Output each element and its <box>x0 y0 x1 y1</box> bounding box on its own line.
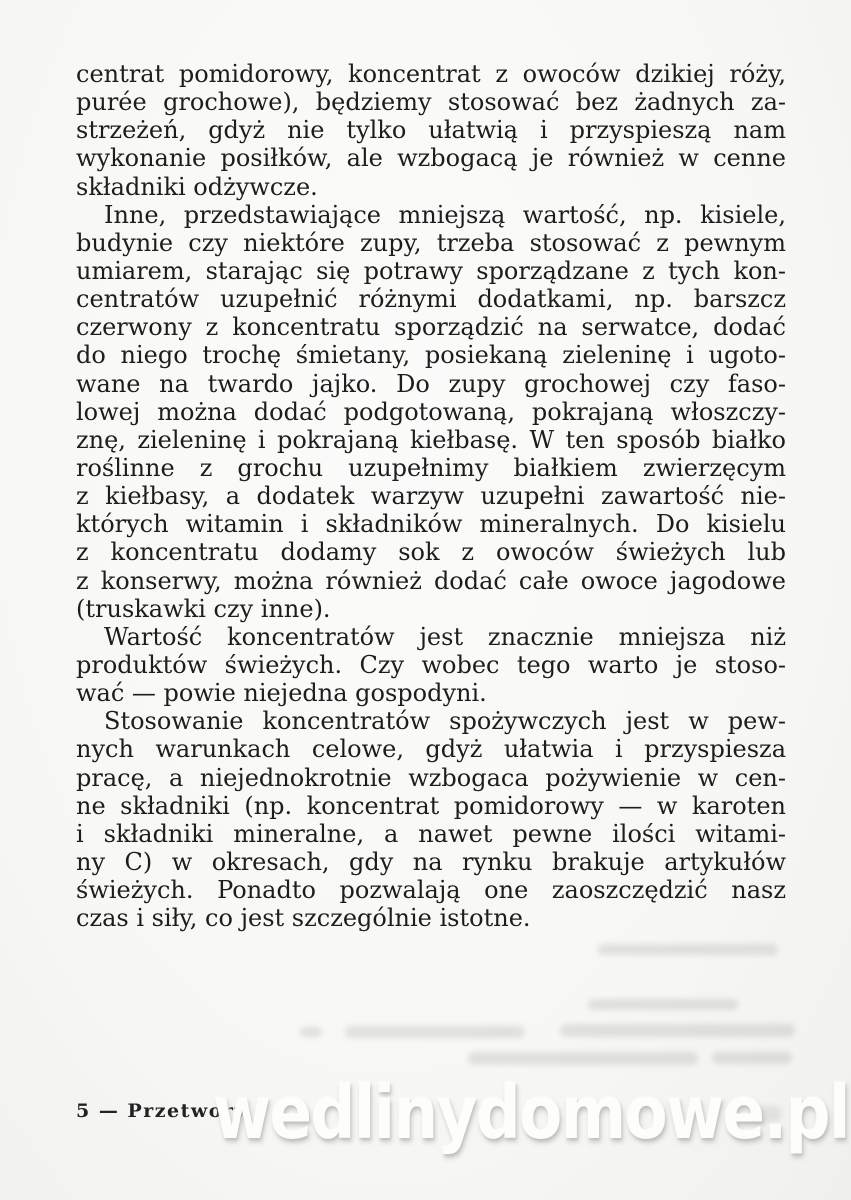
page-text <box>76 60 786 932</box>
bleedthrough-smudge <box>300 1027 322 1037</box>
bleedthrough-smudge <box>598 944 778 955</box>
text-line: Stosowanie koncentratów spożywczych jest w pew- <box>104 707 786 736</box>
text-line: (truskawki czy inne). <box>76 594 331 623</box>
bleedthrough-smudge <box>712 1052 792 1064</box>
paragraph <box>76 707 786 932</box>
text-line: budynie czy niektóre zupy, trzeba stosować z pewnym <box>76 228 786 257</box>
text-line: ne składniki (np. koncentrat pomidorowy — w karoten <box>76 791 786 820</box>
text-line: z konserwy, można również dodać całe owoce jagodowe <box>76 566 786 595</box>
bleedthrough-smudge <box>468 1052 698 1065</box>
paragraph <box>76 201 786 623</box>
text-line: Inne, przedstawiające mniejszą wartość, np. kisiele, <box>104 200 786 229</box>
text-line: z koncentratu dodamy sok z owoców świeżych lub <box>76 538 786 567</box>
text-line: pracę, a niejednokrotnie wzbogaca pożywienie w cen- <box>76 763 786 792</box>
text-line: których witamin i składników mineralnych. Do kisielu <box>76 510 786 539</box>
text-line: i składniki mineralne, a nawet pewne ilości witami- <box>76 819 786 848</box>
text-line: świeżych. Ponadto pozwalają one zaoszczędzić nasz <box>76 876 786 905</box>
text-line: lowej można dodać podgotowaną, pokrajaną włoszczy- <box>76 397 786 426</box>
text-line: centratów uzupełnić różnymi dodatkami, np. barszcz <box>76 285 786 314</box>
text-line: czas i siły, co jest szczególnie istotne. <box>76 904 531 933</box>
text-line: produktów świeżych. Czy wobec tego warto je stoso- <box>76 650 786 679</box>
bleedthrough-smudge <box>345 1026 525 1038</box>
text-line: wykonanie posiłków, ale wzbogacą je również w cenne <box>76 144 786 173</box>
text-line: czerwony z koncentratu sporządzić na serwatce, dodać <box>76 313 786 342</box>
bleedthrough-smudge <box>752 1106 782 1122</box>
text-line: do niego trochę śmietany, posiekaną zieleninę i ugoto- <box>76 341 786 370</box>
text-line: roślinne z grochu uzupełnimy białkiem zwierzęcym <box>76 453 786 482</box>
text-line: znę, zieleninę i pokrajaną kiełbasę. W ten sposób białko <box>76 425 786 454</box>
text-line: ny C) w okresach, gdy na rynku brakuje artykułów <box>76 847 786 876</box>
text-line: strzeżeń, gdyż nie tylko ułatwią i przyspieszą nam <box>76 116 786 145</box>
site-watermark: wedlinydomowe.pl <box>213 1070 849 1156</box>
page-footer-signature: 5 — Przetwory <box>76 1100 247 1122</box>
text-line: nych warunkach celowe, gdyż ułatwia i przyspiesza <box>76 735 786 764</box>
paragraph <box>76 623 786 707</box>
bleedthrough-smudge <box>588 999 738 1010</box>
text-line: umiarem, starając się potrawy sporządzane z tych kon- <box>76 256 786 285</box>
text-line: wać — powie niejedna gospodyni. <box>76 679 487 708</box>
text-line: z kiełbasy, a dodatek warzyw uzupełni zawartość nie- <box>76 482 786 511</box>
text-line: centrat pomidorowy, koncentrat z owoców dzikiej róży, <box>76 60 786 88</box>
bleedthrough-smudge <box>560 1024 795 1037</box>
text-line: składniki odżywcze. <box>76 172 318 201</box>
text-line: wane na twardo jajko. Do zupy grochowej czy faso- <box>76 369 786 398</box>
text-line: purée grochowe), będziemy stosować bez żadnych za- <box>76 88 786 117</box>
paragraph <box>76 60 786 201</box>
text-line: Wartość koncentratów jest znacznie mniejsza niż <box>104 622 786 651</box>
